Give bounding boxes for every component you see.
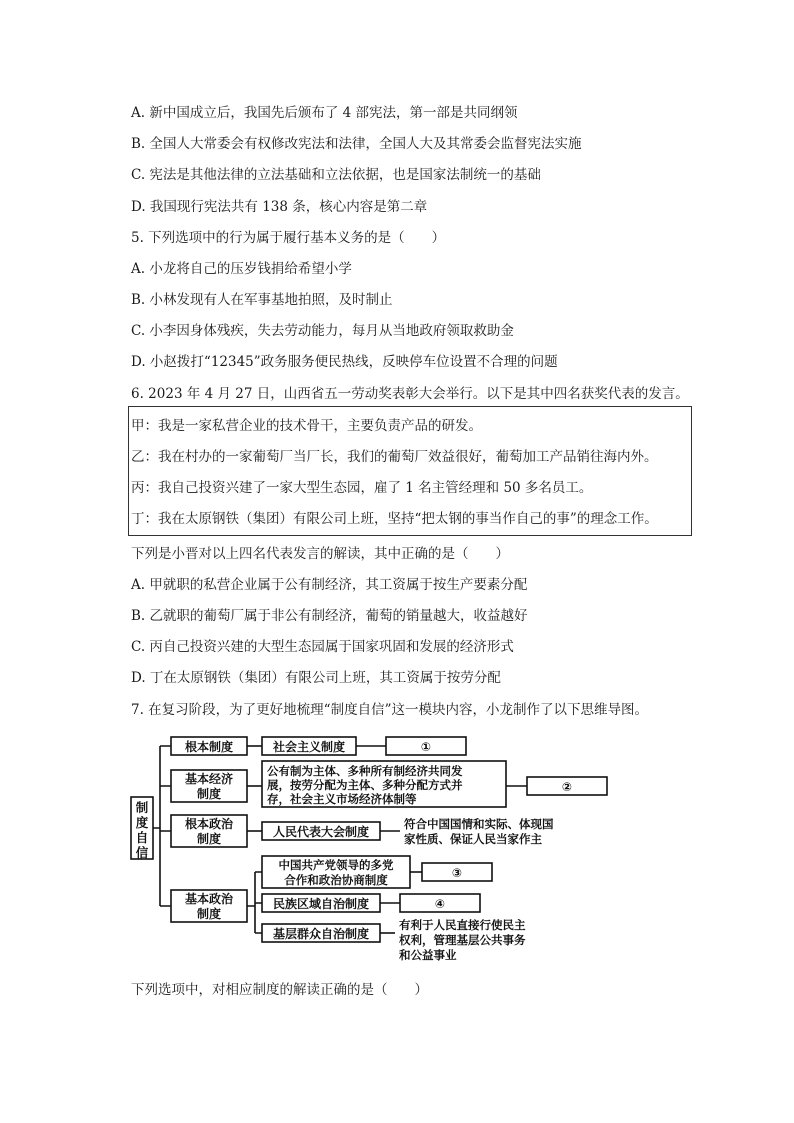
- q5-stem: 5. 下列选项中的行为属于履行基本义务的是（ ）: [131, 230, 446, 246]
- npc-desc-line: 符合中国国情和实际、体现国: [404, 817, 554, 831]
- blank-4-label: ④: [434, 897, 446, 911]
- q6-option-d: D. 丁在太原钢铁（集团）有限公司上班，其工资属于按劳分配: [131, 670, 501, 686]
- blank-2-label: ②: [561, 780, 573, 794]
- root-char: 信: [135, 845, 149, 860]
- q4-option-c: C. 宪法是其他法律的立法基础和立法依据，也是国家法制统一的基础: [131, 167, 541, 183]
- econ-desc-line: 展，按劳分配为主体、多种分配方式并: [267, 778, 463, 792]
- q4-option-b: B. 全国人大常委会有权修改宪法和法律，全国人大及其常委会监督宪法实施: [131, 136, 582, 152]
- npc-desc-line: 家性质、保证人民当家作主: [404, 832, 542, 846]
- q7-question: 下列选项中，对相应制度的解读正确的是（ ）: [131, 982, 428, 998]
- quote-yi: 乙：我在村办的一家葡萄厂当厂长，我们的葡萄厂效益很好，葡萄加工产品销往海内外。: [131, 449, 658, 465]
- quote-bing: 丙：我自己投资兴建了一家大型生态园，雇了 1 名主管经理和 50 多名员工。: [131, 480, 593, 496]
- econ-desc-line: 存，社会主义市场经济体制等: [267, 792, 417, 806]
- cat-basic-political-label: 制度: [196, 907, 222, 921]
- cpc-label: 合作和政治协商制度: [284, 873, 388, 887]
- q6-stem: 6. 2023 年 4 月 27 日，山西省五一劳动奖表彰大会举行。以下是其中四名获奖代表的发言。: [131, 386, 689, 402]
- socialism-label: 社会主义制度: [272, 740, 346, 754]
- grassroots-desc-line: 权利，管理基层公共事务: [399, 933, 526, 947]
- cat-fundamental-political-label: 制度: [196, 832, 222, 846]
- root-connectors: [153, 746, 171, 906]
- q4-option-a: A. 新中国成立后，我国先后颁布了 4 部宪法，第一部是共同纲领: [131, 105, 518, 121]
- quote-ding: 丁：我在太原钢铁（集团）有限公司上班，坚持“把太钢的事当作自己的事”的理念工作。: [131, 511, 658, 527]
- root-char: 自: [135, 830, 149, 845]
- cat-fundamental-system-label: 根本制度: [184, 740, 234, 754]
- q4-option-d: D. 我国现行宪法共有 138 条，核心内容是第二章: [131, 199, 428, 215]
- cat-basic-economic-label: 基本经济: [184, 772, 234, 786]
- grassroots-desc-line: 有利于人民直接行使民主: [399, 918, 526, 932]
- cat-basic-economic-label: 制度: [196, 787, 222, 801]
- npc-label: 人民代表大会制度: [272, 825, 370, 839]
- econ-desc-line: 公有制为主体、多种所有制经济共同发: [267, 764, 463, 778]
- cat-fundamental-political-label: 根本政治: [184, 817, 234, 831]
- q7-stem: 7. 在复习阶段，为了更好地梳理“制度自信”这一模块内容，小龙制作了以下思维导图。: [131, 702, 648, 718]
- q6-option-b: B. 乙就职的葡萄厂属于非公有制经济，葡萄的销量越大，收益越好: [131, 608, 528, 624]
- cpc-label: 中国共产党领导的多党: [278, 858, 394, 872]
- grassroots-label: 基层群众自治制度: [272, 927, 370, 941]
- q6-option-c: C. 丙自己投资兴建的大型生态园属于国家巩固和发展的经济形式: [131, 639, 514, 655]
- blank-3-label: ③: [451, 866, 463, 880]
- root-char: 制: [135, 800, 149, 815]
- cat-basic-political-label: 基本政治: [184, 892, 234, 906]
- q5-option-c: C. 小李因身体残疾，失去劳动能力，每月从当地政府领取救助金: [131, 323, 514, 339]
- blank-1-label: ①: [420, 740, 432, 754]
- grassroots-desc-line: 和公益事业: [399, 948, 457, 962]
- root-char: 度: [135, 815, 149, 830]
- q5-option-a: A. 小龙将自己的压岁钱捐给希望小学: [131, 261, 352, 277]
- cat4-connectors: [247, 872, 262, 933]
- q6-option-a: A. 甲就职的私营企业属于公有制经济，其工资属于按生产要素分配: [131, 577, 528, 593]
- q5-option-d: D. 小赵拨打“12345”政务服务便民热线，反映停车位设置不合理的问题: [131, 354, 558, 370]
- q6-question: 下列是小晋对以上四名代表发言的解读，其中正确的是（ ）: [131, 546, 509, 562]
- ethnic-label: 民族区域自治制度: [272, 897, 370, 911]
- quote-jia: 甲：我是一家私营企业的技术骨干，主要负责产品的研发。: [131, 418, 482, 434]
- q5-option-b: B. 小林发现有人在军事基地拍照，及时制止: [131, 292, 393, 308]
